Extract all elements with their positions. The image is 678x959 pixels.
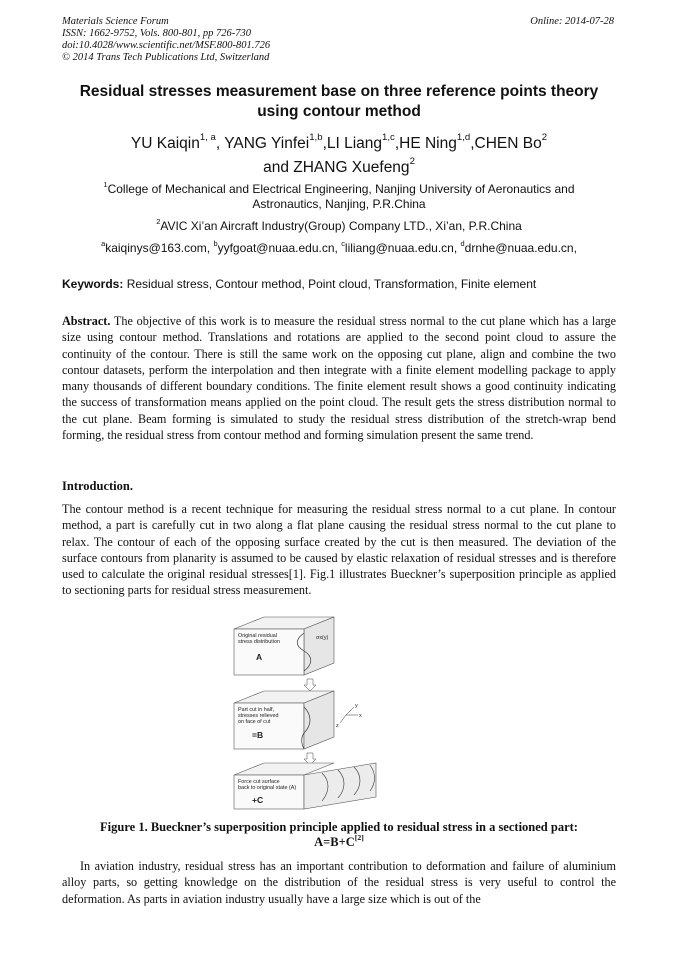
- author-name: ,HE Ning: [394, 135, 457, 152]
- intro-paragraph-2: In aviation industry, residual stress has an important contribution to deformation and failure of aluminium alloy parts, so getting knowledge on the distribution of the residual stress is very useful to control the deformation. As parts in aviation industry usually have a large size which is out of the: [62, 859, 616, 906]
- panel-b-label: stresses relieved: [238, 713, 279, 719]
- author-sup: 2: [409, 156, 415, 168]
- affiliation-sup: 1: [103, 179, 108, 189]
- author-line-2: [62, 156, 616, 180]
- sigma-label: σx(y): [316, 635, 329, 641]
- figure-1-diagram: [226, 615, 396, 811]
- panel-c-letter: +C: [252, 795, 264, 805]
- keywords-text: Residual stress, Contour method, Point cloud, Transformation, Finite element: [123, 277, 537, 291]
- email-link[interactable]: kaiqinys@163.com,: [105, 241, 214, 255]
- author-sup: 1, a: [199, 132, 216, 144]
- intro-paragraph-1: The contour method is a recent technique for measuring the residual stress normal to a cut plane. In contour method, a part is carefully cut in two along a flat plane causing the residual stress normal to the cut plane to relax. The contour of each of the opposing surface created by the cut is then measured. The deviation of the surface contours from planarity is assumed to be caused by elastic relaxation of residual stresses and is therefore used to calculate the original residual stresses[1]. Fig.1 illustrates Bueckner’s superposition principle as applied to sectioning parts for residual stress measurement.: [62, 502, 616, 598]
- author-list: [62, 132, 616, 180]
- email-sup: a: [101, 238, 106, 248]
- figure-caption: [62, 820, 616, 850]
- axis-y-label: y: [355, 703, 358, 709]
- panel-a-label: Original residual: [238, 633, 277, 639]
- panel-c-label: back to original state (A): [238, 785, 297, 791]
- affiliation-text: AVIC Xi’an Aircraft Industry(Group) Company LTD., Xi’an, P.R.China: [160, 219, 522, 233]
- affiliation-text: College of Mechanical and Electrical Engineering, Nanjing University of Aeronautics and: [107, 182, 575, 196]
- abstract-label: Abstract.: [62, 314, 111, 328]
- author-name: ,LI Liang: [322, 135, 383, 152]
- author-sup: 1,b: [309, 132, 323, 144]
- author-name: YU Kaiqin: [130, 135, 200, 152]
- axis-x-label: x: [359, 713, 362, 719]
- affiliation-1-line-1: [62, 179, 616, 197]
- abstract-text: The objective of this work is to measure the residual stress normal to the cut plane which has a large size using contour method. Translations and rotations are applied to the second point cloud to assure the continuity of the contour. There is still the same work on the opposing cut plane, align and combine the two contour datasets, perform the interpolation and then integrate with a finite element modelling package to apply many thousands of different boundary conditions. The finite element result shows a good continuity indicating the success of transformation means applied on the point cloud. The result gets the stress distribution normal to the cut plane. Beam forming is simulated to study the residual stress distribution of the stretch-wrap bend forming, the residual stress from contour method and forming simulation present the same trend.: [62, 314, 616, 443]
- affiliation-sup: 2: [156, 216, 161, 226]
- author-name: and ZHANG Xuefeng: [263, 159, 410, 176]
- title-line-2: using contour method: [257, 103, 421, 120]
- caption-equation: A=B+C: [314, 835, 355, 849]
- affiliation-1-line-2: Astronautics, Nanjing, P.R.China: [252, 197, 426, 211]
- online-date: Online: 2014-07-28: [530, 16, 614, 27]
- panel-a: [234, 617, 334, 675]
- panel-c-label: Force cut surface: [238, 779, 280, 785]
- caption-ref: [2]: [354, 832, 364, 842]
- email-link[interactable]: drnhe@nuaa.edu.cn,: [464, 241, 577, 255]
- panel-b-label: Part cut in half,: [238, 707, 274, 713]
- author-sup: 2: [541, 132, 548, 144]
- email-sup: c: [341, 238, 345, 248]
- section-heading: Introduction.: [62, 479, 133, 493]
- email-link[interactable]: liliang@nuaa.edu.cn,: [344, 241, 461, 255]
- keywords: [62, 276, 616, 292]
- panel-a-letter: A: [256, 652, 263, 662]
- title-line-1: Residual stresses measurement base on three reference points theory: [79, 83, 599, 100]
- affiliation-2: [62, 216, 616, 234]
- author-name: ,CHEN Bo: [470, 135, 542, 152]
- axis-z-label: z: [336, 723, 339, 729]
- figure-1: [226, 615, 396, 811]
- panel-b-label: on face of cut: [238, 719, 271, 725]
- author-line-1: [62, 132, 616, 156]
- author-sup: 1,d: [456, 132, 471, 144]
- panel-c: [234, 763, 376, 809]
- email-link[interactable]: yyfgoat@nuaa.edu.cn,: [217, 241, 342, 255]
- author-name: , YANG Yinfei: [215, 135, 310, 152]
- copyright-line: © 2014 Trans Tech Publications Ltd, Switzerland: [62, 52, 270, 63]
- panel-b: [234, 691, 362, 749]
- running-header: [62, 16, 270, 64]
- caption-line-2: [62, 832, 616, 850]
- author-sup: 1,c: [382, 132, 395, 144]
- affiliation-1: [62, 179, 616, 212]
- abstract: [62, 313, 616, 443]
- journal-name: Materials Science Forum: [62, 16, 169, 27]
- panel-a-label: stress distribution: [238, 639, 280, 645]
- keywords-label: Keywords:: [62, 277, 124, 291]
- down-arrow-icon: [304, 679, 316, 691]
- email-list: [62, 238, 616, 256]
- email-sup: b: [213, 238, 218, 248]
- email-sup: d: [460, 238, 465, 248]
- issn-line: ISSN: 1662-9752, Vols. 800-801, pp 726-730: [62, 28, 251, 39]
- doi-line: doi:10.4028/www.scientific.net/MSF.800-801.726: [62, 40, 271, 51]
- paper-title: [62, 82, 616, 122]
- panel-b-letter: =B: [252, 730, 264, 740]
- caption-line-1: Figure 1. Bueckner’s superposition principle applied to residual stress in a sectioned part:: [100, 820, 578, 834]
